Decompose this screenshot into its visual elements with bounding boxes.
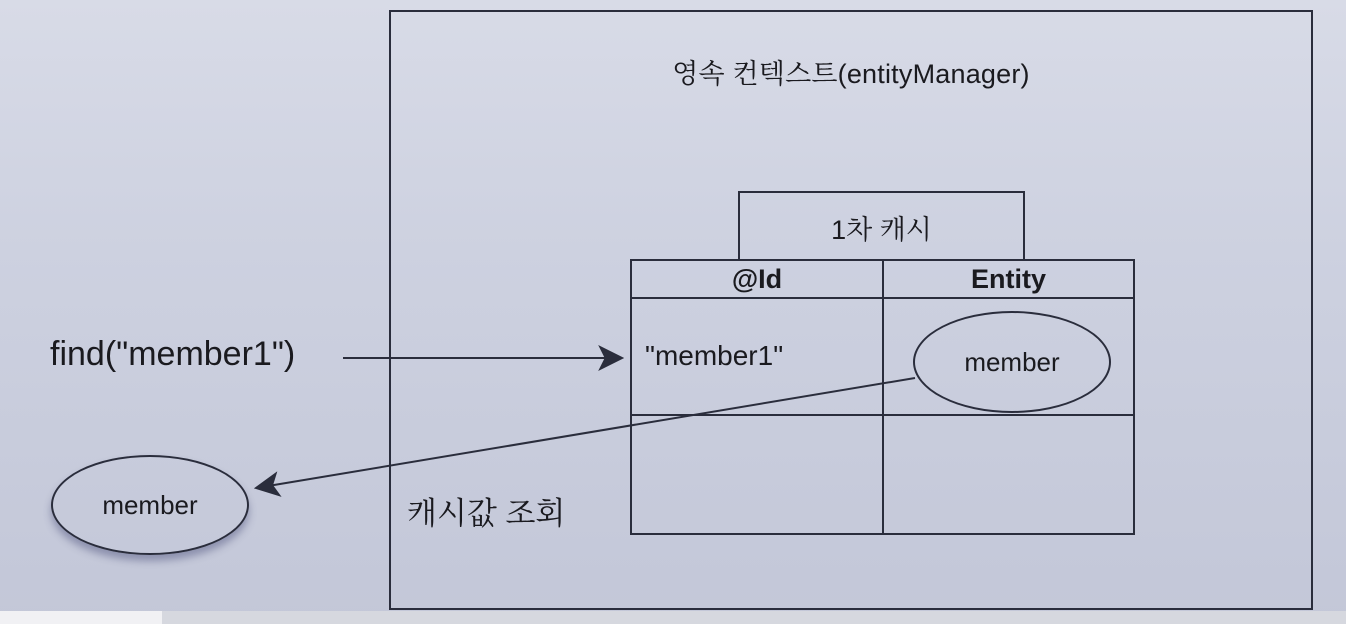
returned-entity-label: member (102, 489, 198, 520)
cache-row-1-id: "member1" (645, 340, 784, 371)
return-arrow (256, 378, 915, 488)
first-level-cache-label: 1차 캐시 (831, 214, 932, 245)
cache-header-id: @Id (731, 263, 783, 294)
video-progress-fill (0, 611, 162, 624)
cached-entity-label: member (964, 346, 1060, 377)
cache-header-entity: Entity (970, 263, 1046, 294)
video-progress-track[interactable] (0, 611, 1346, 624)
find-call-label: find("member1") (50, 335, 296, 373)
persistence-context-title: 영속 컨텍스트(entityManager) (672, 59, 1030, 89)
cache-lookup-label: 캐시값 조회 (407, 496, 566, 531)
